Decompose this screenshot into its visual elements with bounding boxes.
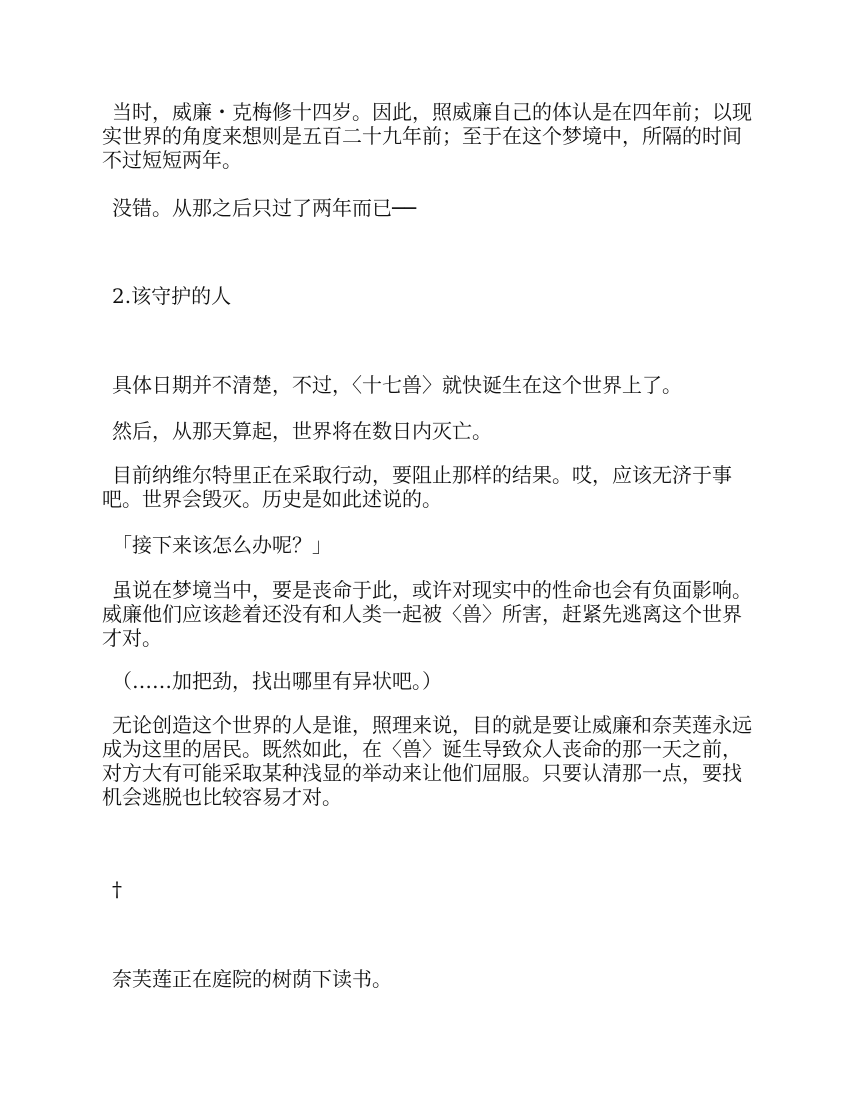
paragraph-ages: 当时，威廉・克梅修十四岁。因此，照威廉自己的体认是在四年前；以现实世界的角度来想则是五百二十九年前；至于在这个梦境中，所隔的时间不过短短两年。	[102, 100, 752, 172]
paragraph-thought: （……加把劲，找出哪里有异状吧。）	[112, 669, 442, 693]
paragraph-seventeen-beasts: 具体日期并不清楚，不过，〈十七兽〉就快诞生在这个世界上了。	[112, 373, 682, 397]
paragraph-world-ends: 然后，从那天算起，世界将在数日内灭亡。	[112, 419, 492, 443]
paragraph-creator: 无论创造这个世界的人是谁，照理来说，目的就是要让威廉和奈芙莲永远成为这里的居民。既然如此，在〈兽〉诞生导致众人丧命的那一天之前，对方大有可能采取某种浅显的举动来让他们屈服。只要认清那一点，要找机会逃脱也比较容易才对。	[102, 713, 752, 809]
paragraph-navalt: 目前纳维尔特里正在采取行动，要阻止那样的结果。哎，应该无济于事吧。世界会毁灭。历史是如此述说的。	[102, 463, 732, 511]
paragraph-nephren: 奈芙莲正在庭院的树荫下读书。	[112, 967, 392, 991]
section-divider: †	[112, 877, 122, 901]
chapter-heading: 2.该守护的人	[112, 284, 232, 308]
paragraph-escape: 虽说在梦境当中，要是丧命于此，或许对现实中的性命也会有负面影响。威廉他们应该趁着还没有和人类一起被〈兽〉所害，赶紧先逃离这个世界才对。	[102, 578, 752, 650]
paragraph-dialogue: 「接下来该怎么办呢？」	[112, 533, 332, 557]
paragraph-two-years: 没错。从那之后只过了两年而已──	[112, 196, 417, 220]
